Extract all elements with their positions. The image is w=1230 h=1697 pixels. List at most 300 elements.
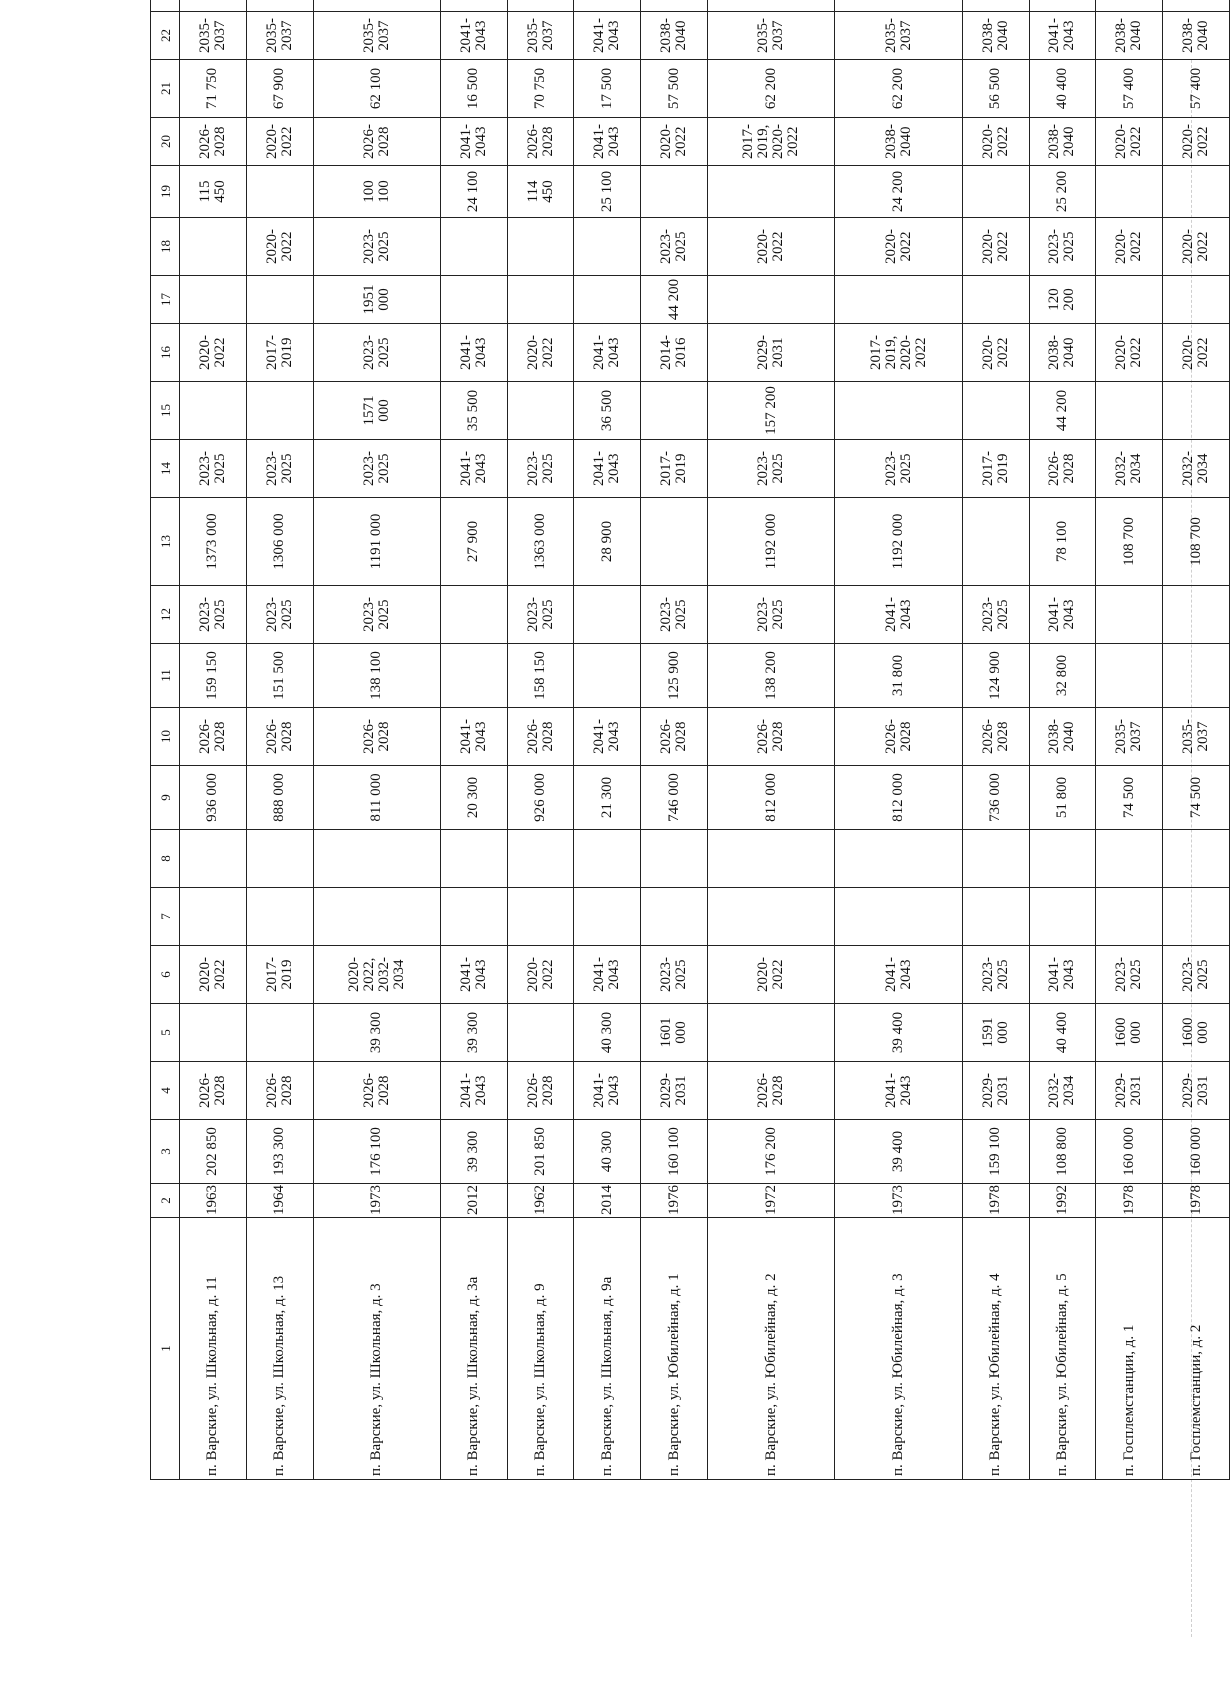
value-cell <box>507 276 574 324</box>
value-cell: 2041- 2043 <box>574 440 641 498</box>
value-cell: 2026- 2028 <box>1029 440 1096 498</box>
value-cell <box>180 888 247 946</box>
value-cell: 25 200 <box>1029 166 1096 218</box>
value-cell: 160 000 <box>1163 1120 1230 1184</box>
value-cell <box>1163 888 1230 946</box>
value-cell: 2032- 2034 <box>1029 1062 1096 1120</box>
value-cell <box>1163 586 1230 644</box>
value-cell: 176 200 <box>707 1120 834 1184</box>
value-cell: 2038- 2040 <box>962 12 1029 60</box>
value-cell: 2035- 2037 <box>1163 708 1230 766</box>
value-cell: 35 500 <box>440 382 507 440</box>
value-cell: 1600 000 <box>1163 1004 1230 1062</box>
value-cell: 40 400 <box>1029 1004 1096 1062</box>
value-cell: 2038- 2040 <box>1029 118 1096 166</box>
value-cell: 2023- 2025 <box>246 440 313 498</box>
value-cell: 120 200 <box>1029 276 1096 324</box>
value-cell <box>246 830 313 888</box>
header-cell: 12 <box>151 586 180 644</box>
value-cell <box>641 830 708 888</box>
value-cell: 2038- 2040 <box>1029 324 1096 382</box>
value-cell: 2017- 2019 <box>962 440 1029 498</box>
value-cell: 2020- 2022, 2032- 2034 <box>313 946 440 1004</box>
value-cell <box>835 0 962 12</box>
value-cell: 2023- 2025 <box>835 440 962 498</box>
value-cell: 160 000 <box>1096 1120 1163 1184</box>
value-cell <box>574 0 641 12</box>
table-row <box>707 0 834 1480</box>
value-cell <box>1163 830 1230 888</box>
value-cell: 2023- 2025 <box>180 586 247 644</box>
header-cell: 14 <box>151 440 180 498</box>
value-cell <box>246 0 313 12</box>
header-cell: 20 <box>151 118 180 166</box>
value-cell <box>440 644 507 708</box>
value-cell: 2017- 2019 <box>641 440 708 498</box>
value-cell: 2017- 2019 <box>246 946 313 1004</box>
schedule-table <box>150 0 1230 1480</box>
table-row <box>1163 0 1230 1480</box>
value-cell: 2023- 2025 <box>962 586 1029 644</box>
value-cell <box>641 0 708 12</box>
header-cell: 11 <box>151 644 180 708</box>
value-cell: 926 000 <box>507 766 574 830</box>
value-cell: 1962 <box>507 1184 574 1218</box>
header-cell: 18 <box>151 218 180 276</box>
value-cell: 2041- 2043 <box>1029 946 1096 1004</box>
value-cell: 1964 <box>246 1184 313 1218</box>
value-cell: 2020- 2022 <box>180 324 247 382</box>
value-cell <box>641 382 708 440</box>
value-cell: 2035- 2037 <box>180 12 247 60</box>
value-cell: 2023- 2025 <box>1029 218 1096 276</box>
value-cell: 2020- 2022 <box>1163 218 1230 276</box>
value-cell <box>440 218 507 276</box>
value-cell: 124 900 <box>962 644 1029 708</box>
value-cell <box>440 276 507 324</box>
value-cell <box>1096 0 1163 12</box>
value-cell: 1978 <box>962 1184 1029 1218</box>
value-cell: 62 200 <box>707 60 834 118</box>
value-cell: 1601 000 <box>641 1004 708 1062</box>
value-cell: 24 200 <box>835 166 962 218</box>
value-cell: 2017- 2019, 2020- 2022 <box>707 118 834 166</box>
header-cell: 1 <box>151 1218 180 1480</box>
value-cell <box>1163 644 1230 708</box>
value-cell: 1973 <box>835 1184 962 1218</box>
header-cell: 2 <box>151 1184 180 1218</box>
value-cell <box>246 1004 313 1062</box>
value-cell: 2026- 2028 <box>707 708 834 766</box>
value-cell: 44 200 <box>1029 382 1096 440</box>
value-cell: 1978 <box>1096 1184 1163 1218</box>
value-cell: 1972 <box>707 1184 834 1218</box>
table-row <box>246 0 313 1480</box>
value-cell: 78 100 <box>1029 498 1096 586</box>
value-cell: 159 150 <box>180 644 247 708</box>
header-cell: 3 <box>151 1120 180 1184</box>
value-cell: 157 200 <box>707 382 834 440</box>
value-cell: 2041- 2043 <box>835 1062 962 1120</box>
value-cell: 70 750 <box>507 60 574 118</box>
value-cell: 2026- 2028 <box>962 708 1029 766</box>
value-cell: 39 300 <box>440 1004 507 1062</box>
value-cell: 2023- 2025 <box>707 586 834 644</box>
value-cell: 2026- 2028 <box>246 1062 313 1120</box>
header-cell: 10 <box>151 708 180 766</box>
value-cell <box>180 218 247 276</box>
value-cell <box>574 276 641 324</box>
value-cell <box>574 218 641 276</box>
value-cell: 2026- 2028 <box>507 118 574 166</box>
header-cell: 19 <box>151 166 180 218</box>
value-cell: 2014- 2016 <box>641 324 708 382</box>
value-cell: 74 500 <box>1096 766 1163 830</box>
header-cell: 9 <box>151 766 180 830</box>
header-cell: 8 <box>151 830 180 888</box>
header-cell: 17 <box>151 276 180 324</box>
table-row <box>1096 0 1163 1480</box>
value-cell <box>1096 382 1163 440</box>
value-cell: 2020- 2022 <box>962 218 1029 276</box>
value-cell <box>707 888 834 946</box>
value-cell: 2032- 2034 <box>1096 440 1163 498</box>
value-cell: 1363 000 <box>507 498 574 586</box>
value-cell: 2035- 2037 <box>313 12 440 60</box>
value-cell: 1973 <box>313 1184 440 1218</box>
value-cell <box>835 830 962 888</box>
value-cell: 2041- 2043 <box>440 1062 507 1120</box>
value-cell: 2029- 2031 <box>962 1062 1029 1120</box>
value-cell <box>1029 0 1096 12</box>
value-cell: 16 500 <box>440 60 507 118</box>
value-cell <box>707 276 834 324</box>
value-cell: 2035- 2037 <box>707 12 834 60</box>
value-cell: 2041- 2043 <box>574 1062 641 1120</box>
value-cell: 39 300 <box>440 1120 507 1184</box>
value-cell <box>641 888 708 946</box>
value-cell: 812 000 <box>835 766 962 830</box>
value-cell: 28 900 <box>574 498 641 586</box>
value-cell: 1192 000 <box>707 498 834 586</box>
address-cell: п. Варские, ул. Школьная, д. 3 <box>313 1218 440 1480</box>
value-cell: 2041- 2043 <box>440 708 507 766</box>
value-cell: 39 400 <box>835 1120 962 1184</box>
value-cell: 1976 <box>641 1184 708 1218</box>
value-cell: 2029- 2031 <box>707 324 834 382</box>
value-cell <box>507 830 574 888</box>
value-cell: 1992 <box>1029 1184 1096 1218</box>
value-cell: 32 800 <box>1029 644 1096 708</box>
value-cell <box>180 0 247 12</box>
value-cell <box>507 888 574 946</box>
value-cell <box>962 0 1029 12</box>
value-cell: 2026- 2028 <box>641 708 708 766</box>
table-row <box>1029 0 1096 1480</box>
value-cell: 74 500 <box>1163 766 1230 830</box>
value-cell <box>707 1004 834 1062</box>
value-cell <box>574 888 641 946</box>
address-cell: п. Варские, ул. Школьная, д. 13 <box>246 1218 313 1480</box>
value-cell <box>962 888 1029 946</box>
value-cell: 138 200 <box>707 644 834 708</box>
header-cell: 6 <box>151 946 180 1004</box>
value-cell: 31 800 <box>835 644 962 708</box>
value-cell: 57 500 <box>641 60 708 118</box>
value-cell: 2035- 2037 <box>246 12 313 60</box>
value-cell: 2020- 2022 <box>641 118 708 166</box>
value-cell <box>1096 586 1163 644</box>
value-cell: 2017- 2019 <box>246 324 313 382</box>
value-cell: 2020- 2022 <box>1163 118 1230 166</box>
value-cell: 20 300 <box>440 766 507 830</box>
value-cell <box>440 830 507 888</box>
value-cell <box>835 382 962 440</box>
address-cell: п. Варские, ул. Школьная, д. 3а <box>440 1218 507 1480</box>
header-cell: 22 <box>151 12 180 60</box>
value-cell: 2023- 2025 <box>246 586 313 644</box>
value-cell <box>835 276 962 324</box>
value-cell: 2026- 2028 <box>507 708 574 766</box>
value-cell <box>507 382 574 440</box>
value-cell: 2038- 2040 <box>641 12 708 60</box>
header-cell <box>151 0 180 12</box>
value-cell: 2020- 2022 <box>507 324 574 382</box>
address-cell: п. Варские, ул. Школьная, д. 9 <box>507 1218 574 1480</box>
value-cell: 812 000 <box>707 766 834 830</box>
value-cell: 2023- 2025 <box>313 586 440 644</box>
value-cell: 21 300 <box>574 766 641 830</box>
value-cell: 2026- 2028 <box>246 708 313 766</box>
value-cell <box>246 166 313 218</box>
value-cell: 158 150 <box>507 644 574 708</box>
value-cell: 1591 000 <box>962 1004 1029 1062</box>
value-cell: 108 800 <box>1029 1120 1096 1184</box>
value-cell: 2023- 2025 <box>313 218 440 276</box>
value-cell: 2020- 2022 <box>835 218 962 276</box>
value-cell: 2020- 2022 <box>707 946 834 1004</box>
value-cell: 2014 <box>574 1184 641 1218</box>
value-cell: 2026- 2028 <box>835 708 962 766</box>
value-cell: 57 400 <box>1163 60 1230 118</box>
value-cell: 2023- 2025 <box>507 586 574 644</box>
value-cell: 2023- 2025 <box>507 440 574 498</box>
value-cell: 2020- 2022 <box>1096 324 1163 382</box>
value-cell: 27 900 <box>440 498 507 586</box>
value-cell <box>180 830 247 888</box>
value-cell: 62 200 <box>835 60 962 118</box>
value-cell: 2012 <box>440 1184 507 1218</box>
value-cell: 2041- 2043 <box>574 946 641 1004</box>
value-cell <box>574 644 641 708</box>
value-cell: 2026- 2028 <box>707 1062 834 1120</box>
value-cell: 39 300 <box>313 1004 440 1062</box>
value-cell <box>1096 830 1163 888</box>
value-cell: 2020- 2022 <box>1163 324 1230 382</box>
value-cell: 888 000 <box>246 766 313 830</box>
value-cell: 2038- 2040 <box>1029 708 1096 766</box>
value-cell: 2041- 2043 <box>440 12 507 60</box>
value-cell: 39 400 <box>835 1004 962 1062</box>
table-row <box>440 0 507 1480</box>
value-cell: 115 450 <box>180 166 247 218</box>
value-cell <box>962 382 1029 440</box>
header-cell: 7 <box>151 888 180 946</box>
header-cell: 4 <box>151 1062 180 1120</box>
value-cell <box>1163 0 1230 12</box>
address-cell: п. Госплемстанции, д. 1 <box>1096 1218 1163 1480</box>
value-cell: 1963 <box>180 1184 247 1218</box>
value-cell: 25 100 <box>574 166 641 218</box>
value-cell: 108 700 <box>1163 498 1230 586</box>
value-cell: 138 100 <box>313 644 440 708</box>
value-cell <box>180 382 247 440</box>
value-cell: 24 100 <box>440 166 507 218</box>
value-cell <box>507 1004 574 1062</box>
value-cell <box>507 0 574 12</box>
value-cell: 2020- 2022 <box>962 118 1029 166</box>
value-cell <box>835 888 962 946</box>
value-cell: 2032- 2034 <box>1163 440 1230 498</box>
value-cell <box>707 166 834 218</box>
value-cell <box>1163 276 1230 324</box>
value-cell <box>246 382 313 440</box>
value-cell: 2017- 2019, 2020- 2022 <box>835 324 962 382</box>
value-cell <box>313 830 440 888</box>
header-cell: 21 <box>151 60 180 118</box>
value-cell: 125 900 <box>641 644 708 708</box>
value-cell <box>246 276 313 324</box>
value-cell: 176 100 <box>313 1120 440 1184</box>
value-cell <box>962 276 1029 324</box>
value-cell: 40 300 <box>574 1004 641 1062</box>
table-row <box>835 0 962 1480</box>
header-row <box>151 0 180 1480</box>
value-cell: 2020- 2022 <box>246 218 313 276</box>
address-cell: п. Варские, ул. Школьная, д. 9а <box>574 1218 641 1480</box>
value-cell <box>962 166 1029 218</box>
header-cell: 16 <box>151 324 180 382</box>
value-cell <box>574 586 641 644</box>
value-cell <box>1096 888 1163 946</box>
value-cell: 2041- 2043 <box>574 708 641 766</box>
value-cell: 2020- 2022 <box>507 946 574 1004</box>
value-cell: 2020- 2022 <box>1096 218 1163 276</box>
value-cell <box>1096 276 1163 324</box>
value-cell: 936 000 <box>180 766 247 830</box>
value-cell: 2041- 2043 <box>440 440 507 498</box>
value-cell: 2026- 2028 <box>507 1062 574 1120</box>
value-cell: 2020- 2022 <box>962 324 1029 382</box>
rotated-page <box>150 18 1230 1480</box>
value-cell <box>962 498 1029 586</box>
value-cell: 1191 000 <box>313 498 440 586</box>
table-row <box>507 0 574 1480</box>
value-cell: 2026- 2028 <box>313 118 440 166</box>
value-cell <box>707 830 834 888</box>
value-cell: 2035- 2037 <box>507 12 574 60</box>
value-cell <box>707 0 834 12</box>
address-cell: п. Варские, ул. Школьная, д. 11 <box>180 1218 247 1480</box>
table-row <box>641 0 708 1480</box>
value-cell: 151 500 <box>246 644 313 708</box>
value-cell: 2041- 2043 <box>574 324 641 382</box>
value-cell <box>440 0 507 12</box>
value-cell: 2020- 2022 <box>707 218 834 276</box>
value-cell: 62 100 <box>313 60 440 118</box>
value-cell: 108 700 <box>1096 498 1163 586</box>
value-cell <box>1029 888 1096 946</box>
value-cell <box>440 586 507 644</box>
value-cell: 2023- 2025 <box>707 440 834 498</box>
value-cell: 193 300 <box>246 1120 313 1184</box>
value-cell: 2038- 2040 <box>1096 12 1163 60</box>
table-row <box>180 0 247 1480</box>
value-cell: 2026- 2028 <box>313 1062 440 1120</box>
value-cell: 1571 000 <box>313 382 440 440</box>
value-cell: 2023- 2025 <box>313 440 440 498</box>
value-cell: 202 850 <box>180 1120 247 1184</box>
value-cell: 114 450 <box>507 166 574 218</box>
value-cell: 100 100 <box>313 166 440 218</box>
value-cell: 746 000 <box>641 766 708 830</box>
value-cell <box>313 888 440 946</box>
table-row <box>574 0 641 1480</box>
value-cell: 2023- 2025 <box>1096 946 1163 1004</box>
value-cell: 2035- 2037 <box>1096 708 1163 766</box>
value-cell <box>180 276 247 324</box>
value-cell: 2023- 2025 <box>313 324 440 382</box>
value-cell: 2041- 2043 <box>574 12 641 60</box>
value-cell: 2026- 2028 <box>180 1062 247 1120</box>
value-cell <box>180 1004 247 1062</box>
value-cell: 201 850 <box>507 1120 574 1184</box>
value-cell: 2041- 2043 <box>574 118 641 166</box>
value-cell <box>1096 644 1163 708</box>
value-cell: 2041- 2043 <box>1029 12 1096 60</box>
value-cell: 40 400 <box>1029 60 1096 118</box>
value-cell: 2023- 2025 <box>962 946 1029 1004</box>
value-cell: 44 200 <box>641 276 708 324</box>
value-cell: 1192 000 <box>835 498 962 586</box>
value-cell <box>313 0 440 12</box>
value-cell: 2041- 2043 <box>835 586 962 644</box>
value-cell: 736 000 <box>962 766 1029 830</box>
header-cell: 5 <box>151 1004 180 1062</box>
value-cell: 2026- 2028 <box>180 118 247 166</box>
value-cell: 67 900 <box>246 60 313 118</box>
value-cell <box>440 888 507 946</box>
value-cell <box>641 166 708 218</box>
value-cell: 2041- 2043 <box>440 946 507 1004</box>
value-cell: 160 100 <box>641 1120 708 1184</box>
table-row <box>962 0 1029 1480</box>
value-cell: 2029- 2031 <box>641 1062 708 1120</box>
value-cell <box>1029 830 1096 888</box>
table-row <box>313 0 440 1480</box>
value-cell <box>507 218 574 276</box>
value-cell: 159 100 <box>962 1120 1029 1184</box>
value-cell: 2023- 2025 <box>180 440 247 498</box>
value-cell: 36 500 <box>574 382 641 440</box>
value-cell: 2038- 2040 <box>1163 12 1230 60</box>
value-cell: 2020- 2022 <box>180 946 247 1004</box>
address-cell: п. Варские, ул. Юбилейная, д. 1 <box>641 1218 708 1480</box>
value-cell: 2023- 2025 <box>641 946 708 1004</box>
address-cell: п. Варские, ул. Юбилейная, д. 5 <box>1029 1218 1096 1480</box>
value-cell: 2020- 2022 <box>246 118 313 166</box>
value-cell: 2029- 2031 <box>1096 1062 1163 1120</box>
